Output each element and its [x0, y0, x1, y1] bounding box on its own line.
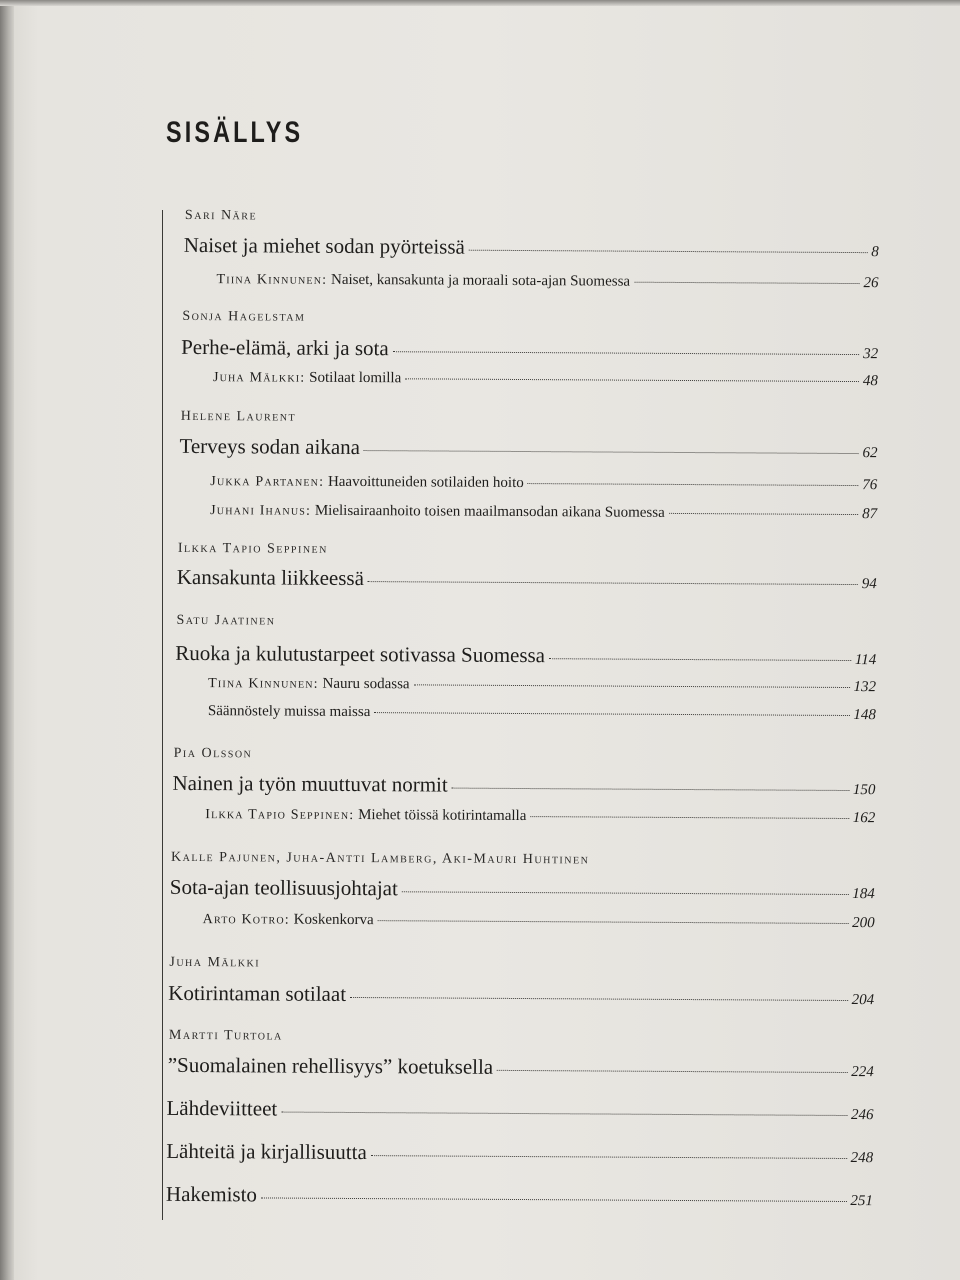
entry-title: Ruoka ja kulutustarpeet sotivassa Suomessa — [175, 640, 546, 668]
toc-entry[interactable] — [177, 565, 877, 594]
section-author: Sari Näre — [184, 207, 258, 224]
entry-title: Nainen ja työn muuttuvat normit — [172, 770, 448, 797]
entry-title: ”Suomalainen rehellisyys” koetuksella — [167, 1052, 494, 1079]
dot-leader — [368, 580, 858, 585]
toc-entry[interactable] — [166, 1139, 873, 1168]
section-author: Pia Olsson — [173, 745, 253, 762]
toc-subentry[interactable] — [213, 369, 878, 390]
dot-leader — [669, 512, 858, 515]
subentry-page: 162 — [852, 810, 876, 827]
subentry-page: 148 — [853, 707, 876, 724]
entry-page: 184 — [852, 886, 875, 903]
toc-entry[interactable] — [184, 233, 879, 262]
toc-entry[interactable] — [168, 981, 874, 1010]
dot-leader — [261, 1196, 847, 1202]
entry-title: Perhe-elämä, arki ja sota — [181, 334, 389, 361]
subentry-title: Säännöstely muissa maissa — [207, 703, 371, 721]
subentry-title: Sotilaat lomilla — [309, 369, 402, 387]
page-title: SISÄLLYS — [166, 116, 304, 149]
dot-leader — [378, 919, 849, 924]
dot-leader — [374, 711, 849, 716]
toc-subentry[interactable] — [203, 911, 875, 932]
entry-page: 150 — [852, 782, 876, 799]
entry-page: 62 — [862, 445, 878, 462]
toc-subentry[interactable] — [205, 806, 875, 827]
section-author: Satu Jaatinen — [176, 612, 276, 629]
dot-leader — [405, 377, 859, 382]
dot-leader — [452, 787, 849, 791]
subentry-author: Jukka Partanen: — [210, 474, 325, 490]
toc-subentry[interactable] — [208, 675, 876, 696]
subentry-author: Juha Mälkki: — [212, 370, 306, 386]
toc-entry[interactable] — [170, 875, 875, 904]
subentry-author: Tiina Kinnunen: — [208, 676, 319, 692]
entry-title: Sota-ajan teollisuusjohtajat — [169, 874, 398, 901]
dot-leader — [549, 657, 851, 661]
section-author: Sonja Hagelstam — [182, 308, 306, 325]
subentry-title: Naiset, kansakunta ja moraali sota-ajan Suomessa — [330, 271, 631, 290]
dot-leader — [371, 1154, 847, 1159]
toc-entry[interactable] — [166, 1096, 873, 1125]
entry-page: 251 — [850, 1193, 873, 1210]
toc-subentry[interactable] — [210, 502, 877, 523]
entry-title: Naiset ja miehet sodan pyörteissä — [183, 232, 465, 259]
subentry-page: 48 — [862, 373, 879, 390]
section-author: Kalle Pajunen, Juha-Antti Lamberg, Aki-Mauri Huhtinen — [170, 849, 590, 868]
dot-leader — [350, 996, 848, 1001]
dot-leader — [497, 1069, 847, 1073]
entry-title: Lähdeviitteet — [166, 1095, 278, 1121]
entry-page: 8 — [871, 244, 879, 261]
dot-leader — [634, 281, 859, 284]
subentry-author: Tiina Kinnunen: — [216, 272, 328, 288]
dot-leader — [530, 815, 848, 819]
subentry-page: 76 — [862, 477, 878, 494]
dot-leader — [414, 683, 850, 688]
section-author: Ilkka Tapio Seppinen — [177, 540, 328, 557]
subentry-page: 87 — [862, 506, 878, 523]
entry-title: Hakemisto — [165, 1181, 258, 1207]
entry-title: Terveys sodan aikana — [179, 433, 361, 460]
subentry-title: Nauru sodassa — [322, 675, 410, 693]
toc-entry[interactable] — [168, 1053, 874, 1082]
toc-entry[interactable] — [166, 1182, 873, 1211]
dot-leader — [281, 1111, 847, 1116]
toc-entry[interactable] — [172, 771, 875, 800]
dot-leader — [364, 449, 859, 454]
entry-page: 248 — [850, 1150, 874, 1167]
section-author: Martti Turtola — [168, 1027, 283, 1044]
toc-subentry[interactable] — [208, 703, 876, 724]
subentry-author: Ilkka Tapio Seppinen: — [205, 807, 355, 823]
entry-title: Kansakunta liikkeessä — [176, 564, 365, 591]
dot-leader — [528, 482, 859, 486]
subentry-author: Juhani Ihanus: — [210, 503, 312, 519]
toc-entry[interactable] — [181, 335, 878, 364]
subentry-title: Miehet töissä kotirintamalla — [358, 807, 527, 825]
subentry-title: Haavoittuneiden sotilaiden hoito — [327, 473, 524, 492]
subentry-author: Arto Kotro: — [202, 912, 290, 928]
dot-leader — [393, 350, 859, 355]
entry-page: 246 — [850, 1107, 874, 1124]
toc-entry[interactable] — [179, 434, 877, 463]
subentry-page: 26 — [863, 275, 879, 292]
subentry-title: Koskenkorva — [293, 911, 374, 929]
toc-subentry[interactable] — [210, 473, 877, 494]
subentry-title: Mielisairaanhoito toisen maailmansodan aikana Suomessa — [314, 502, 665, 521]
toc-subentry[interactable] — [217, 271, 879, 292]
dot-leader — [469, 249, 867, 253]
subentry-page: 132 — [853, 679, 877, 696]
entry-page: 94 — [861, 576, 877, 593]
toc-entry[interactable] — [175, 641, 876, 670]
dot-leader — [402, 890, 848, 895]
entry-page: 204 — [851, 992, 875, 1009]
subentry-page: 200 — [852, 915, 875, 932]
entry-page: 32 — [863, 346, 879, 363]
entry-page: 224 — [851, 1064, 874, 1081]
entry-page: 114 — [854, 652, 877, 669]
section-author: Juha Mälkki — [169, 954, 261, 971]
entry-title: Kotirintaman sotilaat — [168, 980, 347, 1006]
section-author: Helene Laurent — [180, 408, 297, 425]
entry-title: Lähteitä ja kirjallisuutta — [166, 1138, 367, 1165]
